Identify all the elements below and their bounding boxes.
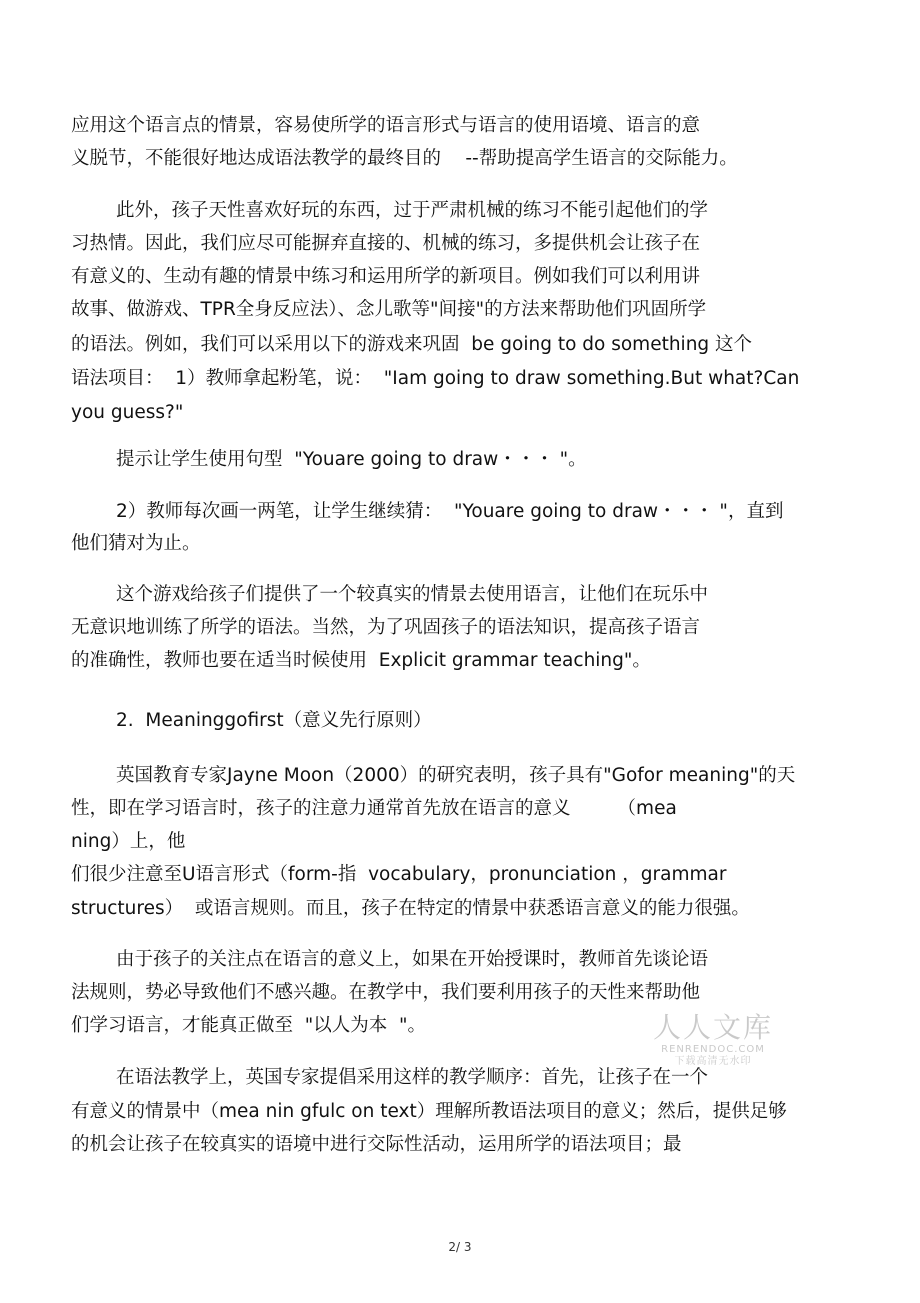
text-line: 习热情。因此，我们应尽可能摒弃直接的、机械的练习，多提供机会让孩子在 (71, 233, 701, 254)
text-line: 他们猜对为止。 (71, 533, 201, 554)
text-line: 提示让学生使用句型 "Youare going to draw・・・ "。 (116, 449, 587, 470)
watermark-logo (648, 1012, 778, 1068)
text-line: 的机会让孩子在较真实的语境中进行交际性活动，运用所学的语法项目；最 (71, 1134, 682, 1155)
watermark-domain: RENRENDOC.COM (661, 1044, 765, 1055)
text-line: 们很少注意至U语言形式（form-指 vocabulary，pronunciation ，grammar (71, 864, 727, 885)
text-line: 语法项目： 1）教师拿起粉笔，说： "Iam going to draw something.But what?Can (71, 368, 800, 389)
text-line: structures） 或语言规则。而且，孩子在特定的情景中获悉语言意义的能力很强。 (71, 898, 750, 919)
text-line: 2）教师每次画一两笔，让学生继续猜： "Youare going to draw・・・ "，直到 (116, 501, 784, 522)
text-line: 性，即在学习语言时，孩子的注意力通常首先放在语言的意义 （mea (71, 798, 677, 819)
text-line: 法规则，势必导致他们不感兴趣。在教学中，我们要利用孩子的天性来帮助他 (71, 982, 701, 1003)
watermark-tagline: 下载高清无水印 (674, 1056, 752, 1067)
text-line: 义脱节，不能很好地达成语法教学的最终目的 --帮助提高学生语言的交际能力。 (71, 148, 738, 169)
text-line: 由于孩子的关注点在语言的意义上，如果在开始授课时，教师首先谈论语 (116, 949, 709, 970)
text-line: 有意义的情景中（mea nin gfulc on text）理解所教语法项目的意义；然后，提供足够 (71, 1101, 787, 1122)
text-line: 无意识地训练了所学的语法。当然，为了巩固孩子的语法知识，提高孩子语言 (71, 617, 701, 638)
text-line: 这个游戏给孩子们提供了一个较真实的情景去使用语言，让他们在玩乐中 (116, 584, 709, 605)
section-heading: 2. Meaninggofirst（意义先行原则） (116, 710, 432, 731)
text-line: 英国教育专家Jayne Moon（2000）的研究表明，孩子具有"Gofor meaning"的天 (116, 765, 796, 786)
text-line: 此外，孩子天性喜欢好玩的东西，过于严肃机械的练习不能引起他们的学 (116, 200, 709, 221)
text-line: 们学习语言，才能真正做至 "以人为本 "。 (71, 1015, 427, 1036)
text-line: 故事、做游戏、TPR全身反应法）、念儿歌等"间接"的方法来帮助他们巩固所学 (71, 299, 707, 320)
page-number: 2/ 3 (448, 1240, 472, 1254)
watermark-title: 人人文库 (652, 1011, 773, 1044)
text-line: ning）上，他 (71, 831, 186, 852)
text-line: 应用这个语言点的情景，容易使所学的语言形式与语言的使用语境、语言的意 (71, 115, 701, 136)
text-line: you guess?" (71, 402, 184, 423)
text-line: 的准确性，教师也要在适当时候使用 Explicit grammar teaching"。 (71, 650, 651, 671)
text-line: 有意义的、生动有趣的情景中练习和运用所学的新项目。例如我们可以利用讲 (71, 266, 701, 287)
text-line: 的语法。例如，我们可以采用以下的游戏来巩固 be going to do something 这个 (71, 334, 753, 355)
text-line: 在语法教学上，英国专家提倡采用这样的教学顺序：首先，让孩子在一个 (116, 1067, 709, 1088)
